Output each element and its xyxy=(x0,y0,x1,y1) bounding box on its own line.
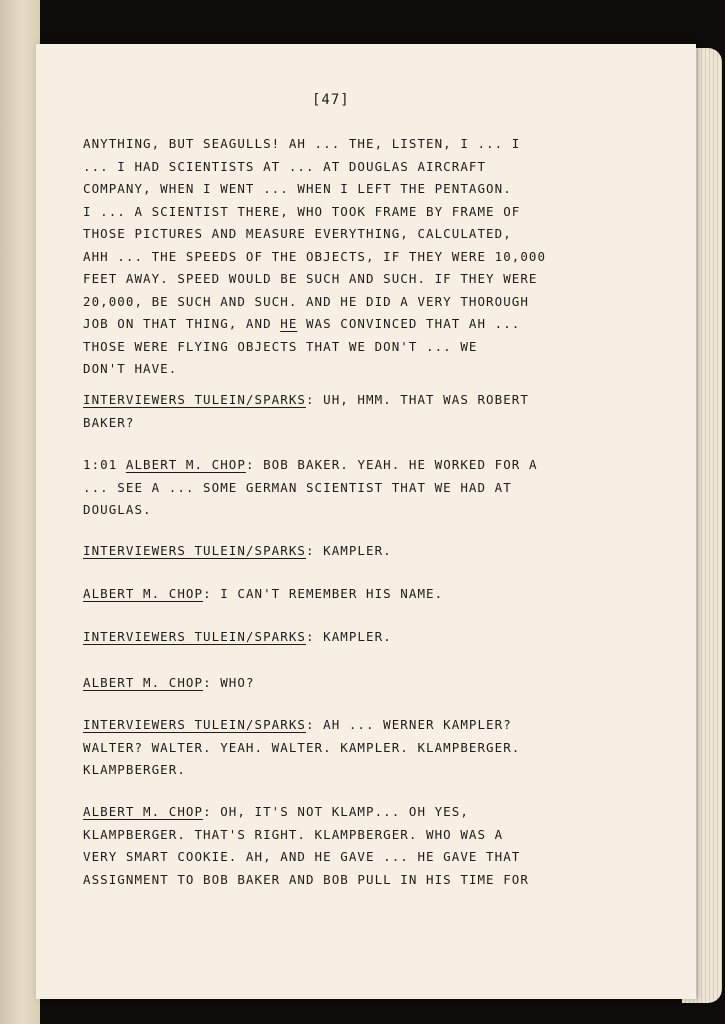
speaker-label: ALBERT M. CHOP xyxy=(83,804,204,819)
text-line: AHH ... THE SPEEDS OF THE OBJECTS, IF THEY WERE 10,000 xyxy=(83,248,547,264)
text-line xyxy=(83,313,563,336)
exchange-1 xyxy=(83,389,563,434)
text-line: DON'T HAVE. xyxy=(83,361,178,376)
timestamp: 1:01 xyxy=(83,457,126,472)
dialogue-text: KAMPLER. xyxy=(323,543,392,558)
dialogue-text: OH, IT'S NOT KLAMP... OH YES, xyxy=(220,804,469,819)
dialogue-text: WHO? xyxy=(220,675,255,690)
exchange-2 xyxy=(83,454,563,522)
text-line: COMPANY, WHEN I WENT ... WHEN I LEFT THE PENTAGON. xyxy=(83,181,512,196)
text-line: WALTER? WALTER. YEAH. WALTER. KAMPLER. KLAMPBERGER. xyxy=(83,739,521,755)
page-number: [47] xyxy=(312,92,350,108)
dialogue-text: UH, HMM. THAT WAS ROBERT xyxy=(323,392,529,407)
text-fragment: JOB ON THAT THING, AND xyxy=(83,316,281,331)
text-line: BAKER? xyxy=(83,414,135,430)
exchange-5 xyxy=(83,626,563,649)
text-line: KLAMPBERGER. THAT'S RIGHT. KLAMPBERGER. WHO WAS A xyxy=(83,826,504,842)
text-line: INTERVIEWERS TULEIN/SPARKS: KAMPLER. xyxy=(83,543,392,558)
speaker-label: INTERVIEWERS TULEIN/SPARKS xyxy=(83,717,306,732)
text-line: INTERVIEWERS TULEIN/SPARKS: KAMPLER. xyxy=(83,629,392,644)
speaker-label: ALBERT M. CHOP xyxy=(83,586,204,601)
dialogue-text: I CAN'T REMEMBER HIS NAME. xyxy=(220,586,444,601)
dialogue-text: BOB BAKER. YEAH. HE WORKED FOR A xyxy=(263,457,538,472)
text-line: ALBERT M. CHOP: WHO? xyxy=(83,675,255,690)
speaker-label: ALBERT M. CHOP xyxy=(83,675,204,690)
text-line: ... SEE A ... SOME GERMAN SCIENTIST THAT WE HAD AT xyxy=(83,479,512,495)
exchange-3 xyxy=(83,540,563,563)
exchange-7 xyxy=(83,714,563,782)
exchange-8 xyxy=(83,801,563,891)
text-line: ASSIGNMENT TO BOB BAKER AND BOB PULL IN HIS TIME FOR xyxy=(83,871,529,887)
text-line: INTERVIEWERS TULEIN/SPARKS: UH, HMM. THAT WAS ROBERT xyxy=(83,392,529,407)
text-line: I ... A SCIENTIST THERE, WHO TOOK FRAME BY FRAME OF xyxy=(83,203,521,219)
text-line: ... I HAD SCIENTISTS AT ... AT DOUGLAS AIRCRAFT xyxy=(83,158,487,174)
emphasized-word: HE xyxy=(280,316,298,331)
text-line: FEET AWAY. SPEED WOULD BE SUCH AND SUCH. IF THEY WERE xyxy=(83,271,538,286)
speaker-label: INTERVIEWERS TULEIN/SPARKS xyxy=(83,543,306,558)
facing-page-edge xyxy=(0,0,40,1024)
text-line: VERY SMART COOKIE. AH, AND HE GAVE ... HE GAVE THAT xyxy=(83,849,521,864)
speaker-label: INTERVIEWERS TULEIN/SPARKS xyxy=(83,392,306,407)
text-line: KLAMPBERGER. xyxy=(83,762,186,777)
text-line: ANYTHING, BUT SEAGULLS! AH ... THE, LISTEN, I ... I xyxy=(83,136,521,151)
text-line: THOSE PICTURES AND MEASURE EVERYTHING, CALCULATED, xyxy=(83,226,512,241)
text-line: INTERVIEWERS TULEIN/SPARKS: AH ... WERNER KAMPLER? xyxy=(83,717,512,732)
dialogue-text: KAMPLER. xyxy=(323,629,392,644)
text-fragment: WAS CONVINCED THAT AH ... xyxy=(297,316,521,331)
text-line: ALBERT M. CHOP: I CAN'T REMEMBER HIS NAME. xyxy=(83,586,444,601)
text-line: 1:01 ALBERT M. CHOP: BOB BAKER. YEAH. HE WORKED FOR A xyxy=(83,457,538,472)
exchange-4 xyxy=(83,583,563,606)
exchange-6 xyxy=(83,672,563,695)
text-line: ALBERT M. CHOP: OH, IT'S NOT KLAMP... OH YES, xyxy=(83,804,469,819)
speaker-label: ALBERT M. CHOP xyxy=(125,457,246,472)
text-line: 20,000, BE SUCH AND SUCH. AND HE DID A VERY THOROUGH xyxy=(83,293,529,309)
paragraph-opening xyxy=(83,133,563,381)
text-line: DOUGLAS. xyxy=(83,502,152,517)
speaker-label: INTERVIEWERS TULEIN/SPARKS xyxy=(83,629,306,644)
dialogue-text: AH ... WERNER KAMPLER? xyxy=(323,717,512,732)
text-line: THOSE WERE FLYING OBJECTS THAT WE DON'T ... WE xyxy=(83,338,478,354)
